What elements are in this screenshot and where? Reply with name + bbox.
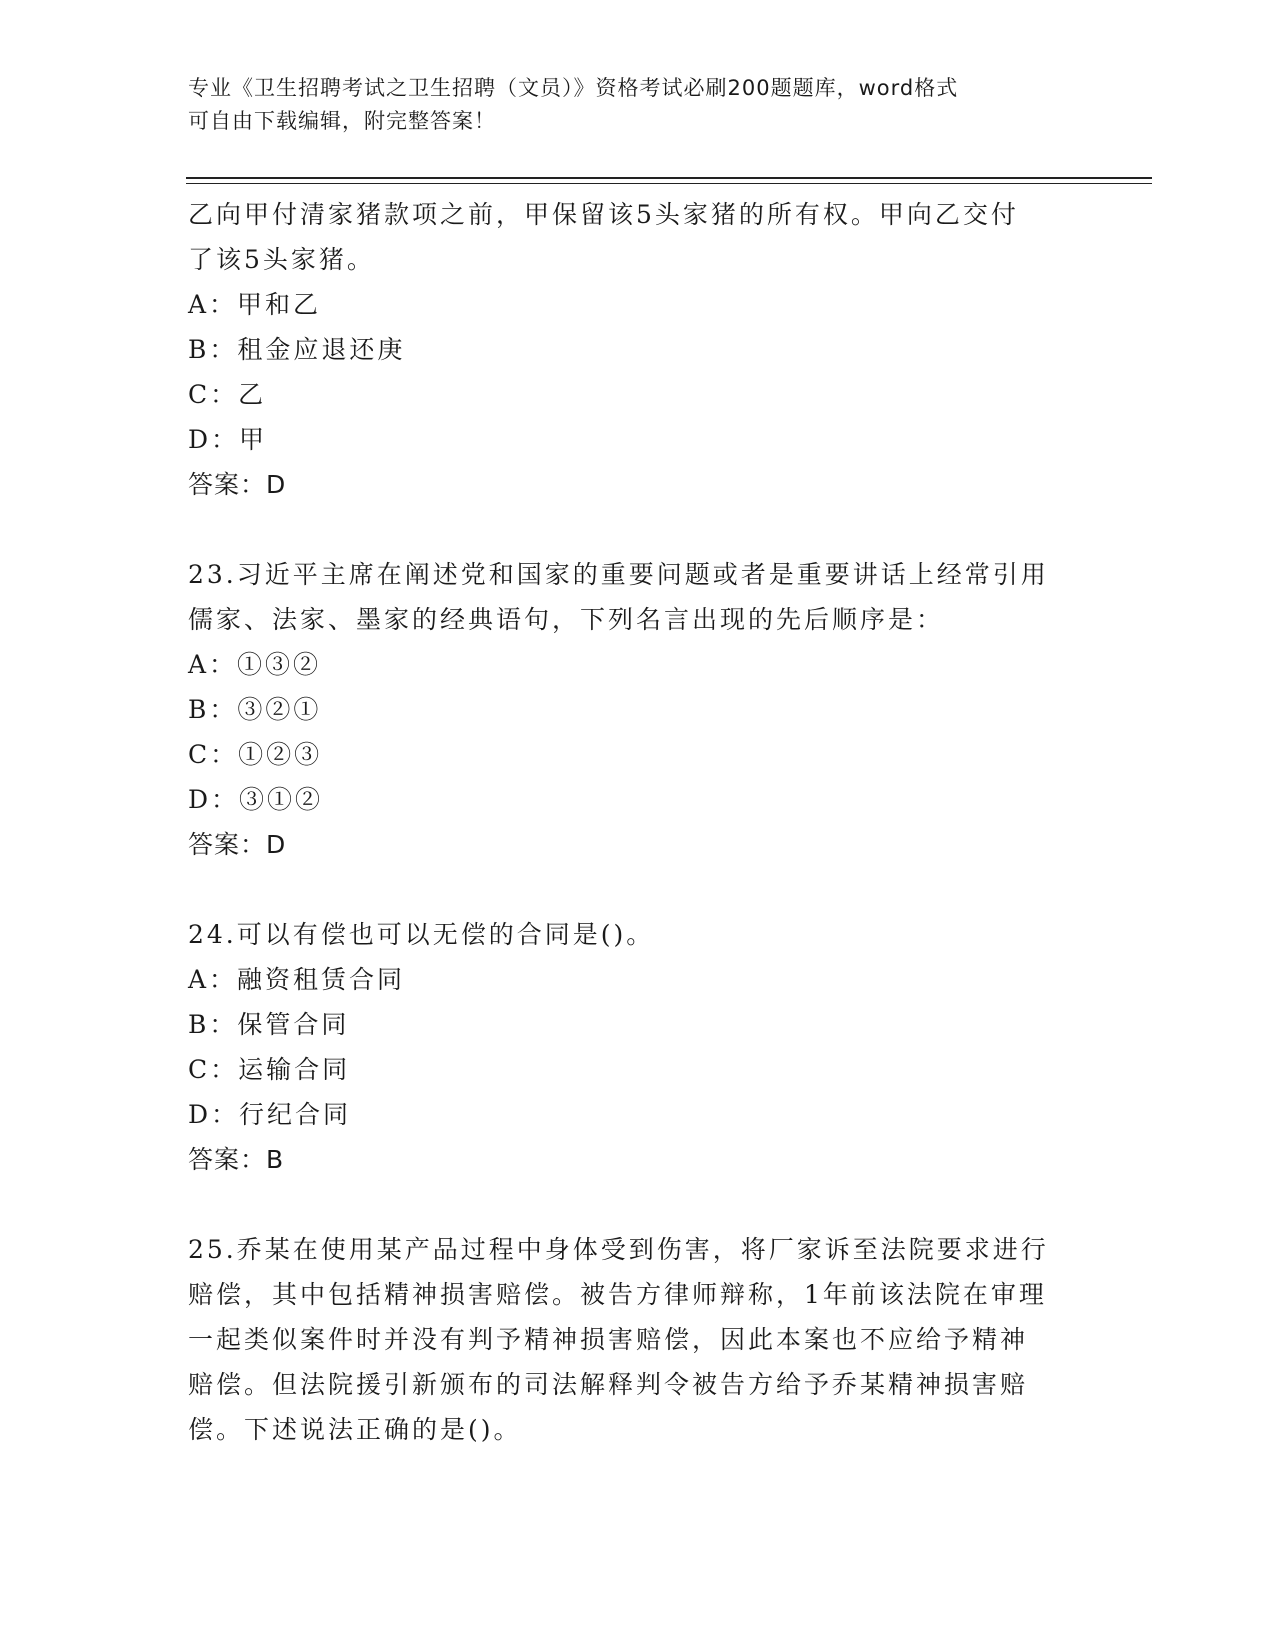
question-24	[188, 912, 1088, 1182]
option-a: A：①③②	[188, 650, 322, 679]
question-25	[188, 1227, 1088, 1452]
answer-line: 答案：D	[188, 830, 287, 859]
option-c: C：乙	[188, 380, 267, 409]
question-stem-line: 乙向甲付清家猪款项之前，甲保留该5头家猪的所有权。甲向乙交付	[188, 200, 1019, 229]
question-22	[188, 192, 1088, 507]
question-spacer	[188, 507, 1088, 552]
header-divider-thin	[186, 183, 1152, 184]
question-stem-line: 赔偿。但法院援引新颁布的司法解释判令被告方给予乔某精神损害赔	[188, 1370, 1029, 1399]
option-b: B：③②①	[188, 695, 322, 724]
question-stem-line: 了该5头家猪。	[188, 245, 375, 274]
header-divider-thick	[186, 177, 1152, 179]
question-spacer	[188, 867, 1088, 912]
option-a: A：甲和乙	[188, 290, 322, 319]
header-title-line-2: 可自由下载编辑，附完整答案！	[188, 109, 496, 133]
header-title-line-1: 专业《卫生招聘考试之卫生招聘（文员）》资格考试必刷200题题库，word格式	[188, 76, 959, 100]
option-d: D：行纪合同	[188, 1100, 352, 1129]
question-stem-line: 23.习近平主席在阐述党和国家的重要问题或者是重要讲话上经常引用	[188, 560, 1049, 589]
option-d: D：③①②	[188, 785, 324, 814]
question-list	[188, 192, 1088, 1452]
question-23	[188, 552, 1088, 867]
question-stem-line: 偿。下述说法正确的是()。	[188, 1415, 522, 1444]
option-c: C：①②③	[188, 740, 323, 769]
question-spacer	[188, 1182, 1088, 1227]
question-stem-line: 一起类似案件时并没有判予精神损害赔偿，因此本案也不应给予精神	[188, 1325, 1029, 1354]
page-header	[188, 72, 1088, 138]
answer-line: 答案：D	[188, 470, 287, 499]
question-stem-line: 25.乔某在使用某产品过程中身体受到伤害，将厂家诉至法院要求进行	[188, 1235, 1049, 1264]
answer-line: 答案：B	[188, 1145, 285, 1174]
question-stem-line: 赔偿，其中包括精神损害赔偿。被告方律师辩称，1年前该法院在审理	[188, 1280, 1047, 1309]
option-b: B：租金应退还庚	[188, 335, 406, 364]
question-stem-line: 儒家、法家、墨家的经典语句，下列名言出现的先后顺序是：	[188, 605, 945, 634]
option-d: D：甲	[188, 425, 268, 454]
option-c: C：运输合同	[188, 1055, 351, 1084]
question-stem-line: 24.可以有偿也可以无偿的合同是()。	[188, 920, 655, 949]
option-a: A：融资租赁合同	[188, 965, 406, 994]
option-b: B：保管合同	[188, 1010, 350, 1039]
